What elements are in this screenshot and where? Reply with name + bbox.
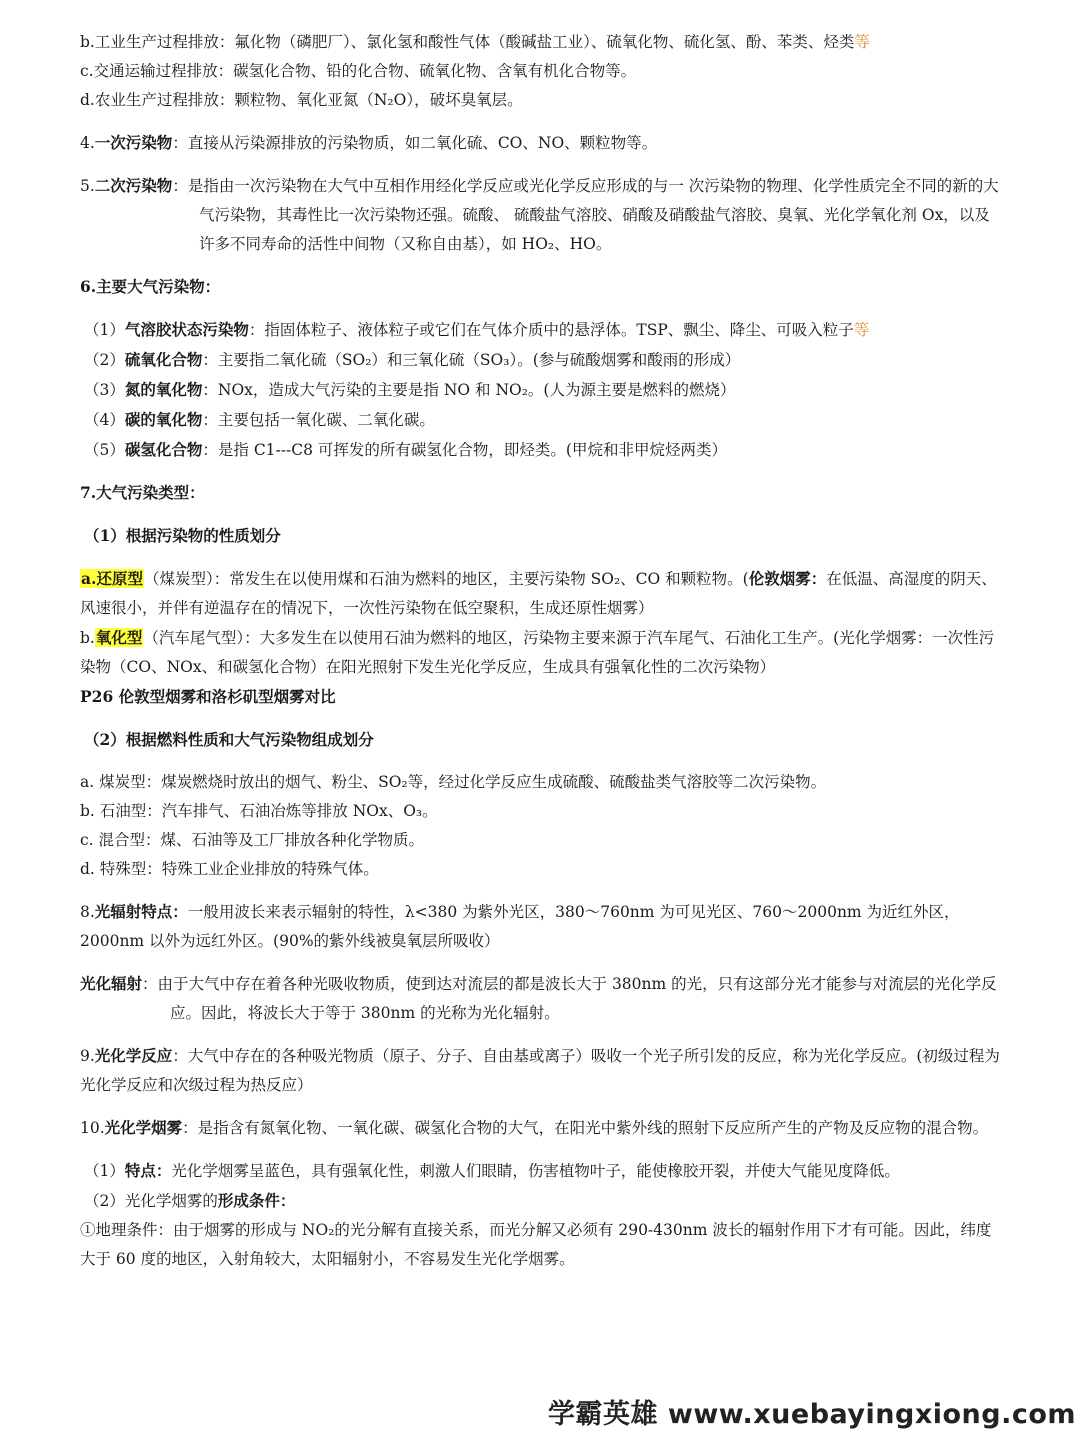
section-7-sub2: （2）根据燃料性质和大气污染物组成划分 bbox=[84, 730, 374, 749]
agri-emission-line: d.农业生产过程排放：颗粒物、氧化亚氮（N₂O），破坏臭氧层。 bbox=[80, 91, 523, 109]
section-7-heading: 7.大气污染类型： bbox=[80, 483, 205, 502]
smog-conditions-heading: （2）光化学烟雾的形成条件： bbox=[84, 1191, 296, 1210]
pollutant-item: （5）碳氢化合物：是指 C1---C8 可挥发的所有碳氢化合物，即烃类。(甲烷和非甲烷烃两类） bbox=[84, 440, 727, 459]
fuel-type-item: c. 混合型：煤、石油等及工厂排放各种化学物质。 bbox=[80, 831, 425, 849]
oxidizing-type-paragraph: b.氧化型（汽车尾气型）：大多发生在以使用石油为燃料的地区，污染物主要来源于汽车尾气、石油化工生产。(光化学烟雾：一次性污染物（CO、NOx、和碳氢化合物）在阳光照射下发生光化学反应，生成具有强氧化性的二次污染物） bbox=[80, 628, 995, 676]
industry-emission-line: b.工业生产过程排放：氟化物（磷肥厂）、氯化氢和酸性气体（酸碱盐工业）、硫氧化物、硫化氢、酚、苯类、烃类等 bbox=[80, 33, 870, 51]
section-6-heading: 6.主要大气污染物： bbox=[80, 277, 221, 296]
highlight-oxidizing: 氧化型 bbox=[95, 628, 143, 647]
pollutant-item: （3）氮的氧化物：NOx，造成大气污染的主要是指 NO 和 NO₂。(人为源主要是燃料的燃烧） bbox=[84, 380, 736, 399]
pollutant-item: （2）硫氧化合物：主要指二氧化硫（SO₂）和三氧化硫（SO₃）。(参与硫酸烟雾和酸雨的形成） bbox=[84, 350, 741, 369]
traffic-emission-line: c.交通运输过程排放：碳氢化合物、铅的化合物、硫氧化物、含氧有机化合物等。 bbox=[80, 62, 637, 80]
p26-reference: P26 伦敦型烟雾和洛杉矶型烟雾对比 bbox=[80, 687, 336, 706]
fuel-type-item: b. 石油型：汽车排气、石油冶炼等排放 NOx、O₃。 bbox=[80, 802, 438, 820]
pollutant-item: （1）气溶胶状态污染物：指固体粒子、液体粒子或它们在气体介质中的悬浮体。TSP、飘尘、降尘、可吸入粒子等 bbox=[84, 320, 870, 339]
section-4-primary-pollutant: 4.一次污染物：直接从污染源排放的污染物质，如二氧化硫、CO、NO、颗粒物等。 bbox=[80, 133, 658, 152]
pollutant-item: （4）碳的氧化物：主要包括一氧化碳、二氧化碳。 bbox=[84, 410, 435, 429]
fuel-type-item: d. 特殊型：特殊工业企业排放的特殊气体。 bbox=[80, 860, 379, 878]
fuel-type-item: a. 煤炭型：煤炭燃烧时放出的烟气、粉尘、SO₂等，经过化学反应生成硫酸、硫酸盐类气溶胶等二次污染物。 bbox=[80, 773, 827, 791]
smog-features: （1）特点：光化学烟雾呈蓝色，具有强氧化性，刺激人们眼睛，伤害植物叶子，能使橡胶开裂，并使大气能见度降低。 bbox=[84, 1161, 900, 1180]
actinic-radiation: 光化辐射：由于大气中存在着各种光吸收物质，使到达对流层的都是波长大于 380nm 的光，只有这部分光才能参与对流层的光化学反应。因此，将波长大于等于 380nm 的光称为光化辐射。 bbox=[80, 974, 997, 1022]
section-7-sub1: （1）根据污染物的性质划分 bbox=[84, 526, 281, 545]
section-5-secondary-pollutant: 5.二次污染物：是指由一次污染物在大气中互相作用经化学反应或光化学反应形成的与一 次污染物的物理、化学性质完全不同的新的大气污染物，其毒性比一次污染物还强。硫酸、 硫酸盐气溶胶、硝酸及硝酸盐气溶胶、臭氧、光化学氧化剂 Ox，以及许多不同寿命的活性中间物（又称自由基），如 HO₂、HO。 bbox=[80, 176, 999, 253]
site-watermark: 学霸英雄 www.xuebayingxiong.com bbox=[548, 1399, 1077, 1430]
highlight-reducing: a.还原型 bbox=[81, 569, 143, 588]
document-page bbox=[80, 28, 1005, 1274]
reducing-type-paragraph: a.还原型（煤炭型）：常发生在以使用煤和石油为燃料的地区，主要污染物 SO₂、CO 和颗粒物。(伦敦烟雾：在低温、高湿度的阴天、风速很小，并伴有逆温存在的情况下，一次性污染物在低空聚积，生成还原性烟雾） bbox=[80, 569, 997, 617]
section-9-photochemical-reaction: 9.光化学反应：大气中存在的各种吸光物质（原子、分子、自由基或离子）吸收一个光子所引发的反应，称为光化学反应。(初级过程为光化学反应和次级过程为热反应） bbox=[80, 1046, 1000, 1094]
geographic-condition: ①地理条件：由于烟雾的形成与 NO₂的光分解有直接关系，而光分解又必须有 290-430nm 波长的辐射作用下才有可能。因此，纬度大于 60 度的地区，入射角较大，太阳辐射小，不容易发生光化学烟雾。 bbox=[80, 1221, 992, 1268]
section-10-photochemical-smog: 10.光化学烟雾：是指含有氮氧化物、一氧化碳、碳氢化合物的大气，在阳光中紫外线的照射下反应所产生的产物及反应物的混合物。 bbox=[80, 1118, 989, 1137]
section-8-radiation: 8.光辐射特点：一般用波长来表示辐射的特性，λ<380 为紫外光区，380～760nm 为可见光区、760～2000nm 为近红外区，2000nm 以外为远红外区。(90%的紫外线被臭氧层所吸收） bbox=[80, 902, 960, 950]
